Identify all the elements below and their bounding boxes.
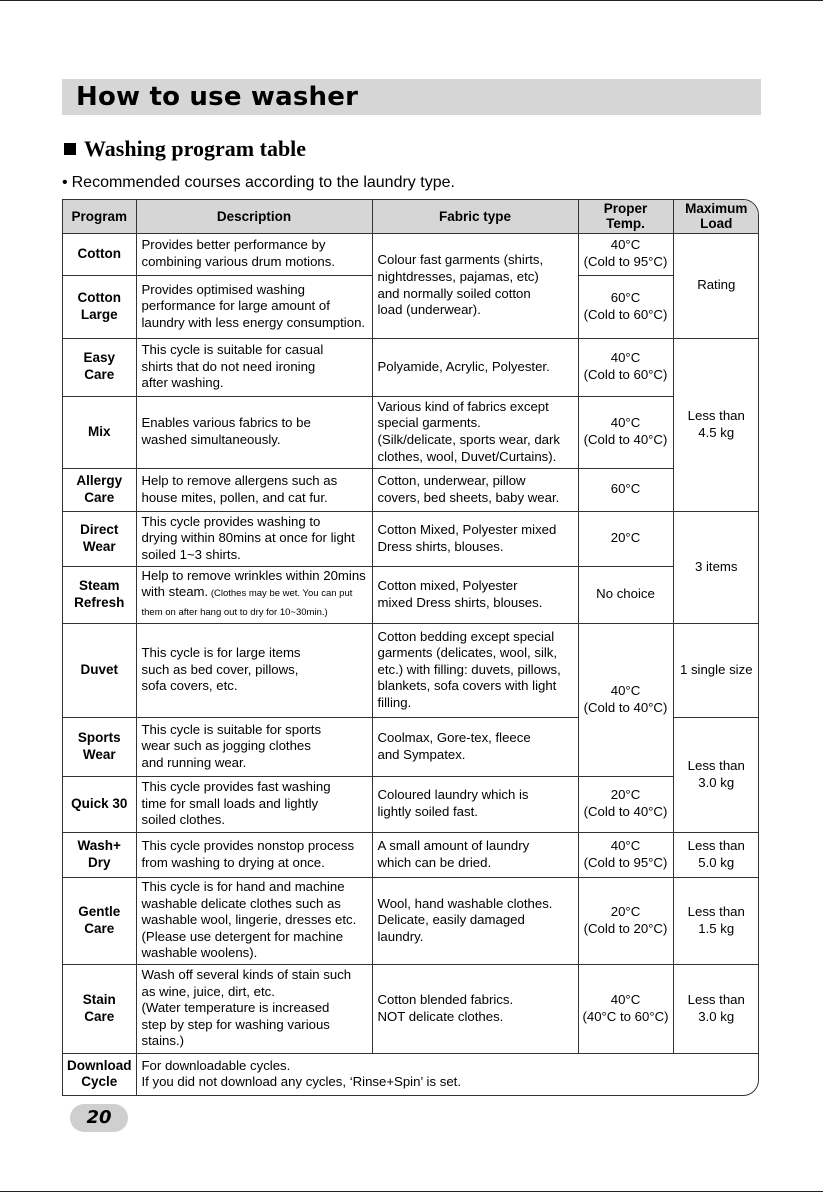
cell-line: clothes, wool, Duvet/Curtains). [377, 448, 557, 464]
cell-line: Various kind of fabrics except [377, 398, 549, 414]
cell-line: Cotton blended fabrics. [377, 991, 514, 1007]
cell-line: Delicate, easily damaged [377, 912, 525, 928]
table-row [63, 468, 759, 511]
fabric-cell [372, 776, 578, 832]
cell-line: nightdresses, pajamas, etc) [377, 268, 539, 284]
cell-line: Help to remove allergens such as [141, 472, 338, 488]
cell-line: Allergy [76, 472, 123, 488]
cell-line: covers, bed sheets, baby wear. [377, 489, 560, 505]
cell-line: 20°C [610, 787, 641, 803]
description-cell [136, 1053, 759, 1095]
cell-line: (Cold to 40°C) [583, 432, 668, 447]
description-cell [136, 468, 372, 511]
program-cell [63, 566, 136, 623]
cell-line: mixed Dress shirts, blouses. [377, 594, 543, 610]
program-table-container [62, 199, 759, 1096]
cell-line: 3 items [694, 558, 738, 574]
header-banner [62, 79, 761, 115]
cell-line: stains.) [141, 1033, 185, 1049]
cell-line: This cycle is for hand and machine [141, 879, 345, 895]
temp-cell [578, 877, 673, 964]
cell-line: blankets, sofa covers with light [377, 678, 557, 694]
cell-line: This cycle is for large items [141, 645, 301, 661]
cell-line: Less than [687, 991, 745, 1007]
cell-line: (Cold to 95°C) [583, 254, 668, 269]
cell-line: (Cold to 60°C) [583, 367, 668, 382]
cell-line: Refresh [74, 594, 125, 610]
cell-line: Mix [87, 423, 111, 439]
fabric-cell [372, 468, 578, 511]
program-cell [63, 623, 136, 717]
cell-line: after washing. [141, 375, 224, 391]
cell-line: Provides optimised washing [141, 281, 305, 297]
cell-line: Cotton Mixed, Polyester mixed [377, 521, 557, 537]
header-maximum-load: Maximum Load [673, 200, 759, 233]
cell-line: 40°C [610, 237, 641, 253]
program-cell [63, 275, 136, 338]
table-row [63, 776, 759, 832]
cell-line: This cycle is suitable for casual [141, 342, 324, 358]
cell-line: This cycle provides nonstop process [141, 837, 355, 853]
table-row [63, 832, 759, 877]
cell-line: 1 single size [679, 661, 753, 677]
cell-line: Less than [687, 837, 745, 853]
temp-cell [578, 832, 673, 877]
cell-line: Dry [87, 854, 111, 870]
cell-line: Care [84, 367, 115, 382]
cell-line: Less than [687, 757, 745, 773]
bullet-dot-icon: • [62, 174, 68, 191]
fabric-cell [372, 717, 578, 776]
cell-line: 40°C [610, 991, 641, 1007]
cell-line: etc.) with filling: duvets, pillows, [377, 661, 561, 677]
program-cell [63, 468, 136, 511]
cell-line: washed simultaneously. [141, 432, 281, 447]
header-program: Program [63, 200, 136, 233]
description-cell [136, 623, 372, 717]
fabric-cell [372, 964, 578, 1053]
cell-line: Cycle [81, 1074, 118, 1090]
cell-line: which can be dried. [377, 854, 492, 870]
cell-line: special garments. [377, 415, 481, 431]
cell-line: soiled 1~3 shirts. [141, 546, 241, 562]
program-cell [63, 396, 136, 468]
cell-line: 40°C [610, 350, 641, 366]
cell-line: Polyamide, Acrylic, Polyester. [377, 358, 550, 374]
cell-line: wear such as jogging clothes [141, 738, 311, 754]
cell-line: such as bed cover, pillows, [141, 661, 299, 677]
temp-cell [578, 468, 673, 511]
table-row [63, 623, 759, 717]
table-header-row [63, 200, 759, 233]
cell-line: 20°C [610, 903, 641, 919]
program-cell [63, 338, 136, 396]
temp-cell [578, 396, 673, 468]
temp-cell [578, 566, 673, 623]
program-cell [63, 776, 136, 832]
load-cell [673, 623, 759, 717]
cell-line: 5.0 kg [698, 854, 735, 870]
cell-line: washable woolens). [141, 945, 258, 961]
description-cell [136, 338, 372, 396]
temp-cell [578, 338, 673, 396]
cell-line: Sports [77, 729, 121, 745]
cell-line: For downloadable cycles. [141, 1057, 291, 1073]
cell-line: Direct [80, 521, 119, 537]
description-cell [136, 511, 372, 566]
program-cell [63, 877, 136, 964]
cell-line: Coloured laundry which is [377, 787, 529, 803]
cell-line: and running wear. [141, 754, 247, 770]
description-cell [136, 396, 372, 468]
load-cell [673, 338, 759, 511]
cell-line: sofa covers, etc. [141, 678, 238, 694]
cell-line: Less than [687, 903, 745, 919]
description-cell [136, 717, 372, 776]
cell-line: Cotton [77, 289, 121, 305]
temp-cell [578, 511, 673, 566]
cell-line: combining various drum motions. [141, 254, 335, 269]
header-description: Description [136, 200, 372, 233]
fabric-cell [372, 511, 578, 566]
cell-line: house mites, pollen, and cat fur. [141, 489, 328, 505]
cell-line: NOT delicate clothes. [377, 1008, 504, 1024]
cell-line: soiled clothes. [141, 812, 226, 828]
load-cell [673, 877, 759, 964]
cell-line: 3.0 kg [698, 774, 735, 790]
cell-line: Stain [82, 991, 116, 1007]
cell-line: filling. [377, 694, 412, 710]
cell-line: 40°C [610, 415, 641, 431]
section-title-text: Washing program table [84, 136, 307, 161]
load-cell [673, 511, 759, 623]
fabric-cell [372, 877, 578, 964]
cell-line: performance for large amount of [141, 298, 330, 314]
cell-line: (Silk/delicate, sports wear, dark [377, 432, 560, 447]
page-number: 20 [86, 1107, 112, 1128]
table-row [63, 877, 759, 964]
cell-line: (Cold to 20°C) [583, 920, 668, 936]
square-bullet-icon [64, 143, 76, 155]
cell-line: Wash+ [77, 837, 121, 853]
fabric-cell [372, 623, 578, 717]
fabric-cell [372, 338, 578, 396]
fabric-cell [372, 832, 578, 877]
washing-program-table [63, 200, 759, 1095]
description-cell [136, 275, 372, 338]
cell-line: Duvet [80, 661, 118, 677]
description-cell [136, 566, 372, 623]
cell-line: Less than [687, 407, 745, 423]
program-cell [63, 717, 136, 776]
cell-line: drying within 80mins at once for light [141, 530, 355, 546]
description-cell [136, 832, 372, 877]
subtitle [62, 173, 455, 193]
cell-line: Download [67, 1057, 132, 1073]
program-cell [63, 1053, 136, 1095]
cell-line: 40°C [610, 837, 641, 853]
cell-line: Wool, hand washable clothes. [377, 895, 553, 911]
subtitle-text: Recommended courses according to the laundry type. [71, 174, 455, 191]
temp-cell [578, 964, 673, 1053]
cell-line: (Cold to 60°C) [583, 306, 668, 322]
cell-line: This cycle is suitable for sports [141, 721, 322, 737]
cell-line: Easy [83, 350, 116, 366]
cell-line: laundry. [377, 928, 424, 944]
cell-line: (Cold to 40°C) [583, 699, 668, 715]
cell-line: A small amount of laundry [377, 837, 530, 853]
cell-line: 60°C [610, 289, 641, 305]
cell-line: No choice [596, 586, 655, 602]
cell-line: If you did not download any cycles, ‘Rinse+Spin’ is set. [141, 1074, 461, 1090]
table-row [63, 396, 759, 468]
cell-line: 60°C [610, 481, 641, 497]
cell-line: load (underwear). [377, 302, 481, 318]
temp-cell [578, 233, 673, 275]
table-row [63, 338, 759, 396]
description-cell [136, 233, 372, 275]
cell-line: Dress shirts, blouses. [377, 538, 504, 554]
cell-line: Care [84, 1008, 115, 1024]
cell-line: lightly soiled fast. [377, 804, 478, 819]
cell-line: and normally soiled cotton [377, 285, 531, 301]
description-cell [136, 964, 372, 1053]
cell-line: This cycle provides washing to [141, 513, 321, 529]
cell-line: shirts that do not need ironing [141, 358, 316, 374]
temp-cell [578, 275, 673, 338]
cell-line: Help to remove wrinkles within 20mins [141, 567, 366, 583]
fabric-cell [372, 233, 578, 338]
cell-line: Quick 30 [71, 795, 128, 811]
cell-line: time for small loads and lightly [141, 795, 319, 811]
cell-line: with steam. [141, 584, 209, 600]
cell-line: 4.5 kg [698, 424, 735, 440]
page-number-badge [70, 1104, 128, 1132]
cell-line: Care [84, 489, 115, 505]
cell-line: Coolmax, Gore-tex, fleece [377, 729, 531, 745]
table-row [63, 964, 759, 1053]
fabric-cell [372, 566, 578, 623]
cell-line: (Water temperature is increased [141, 1000, 330, 1016]
table-row [63, 1053, 759, 1095]
description-note: (Clothes may be wet. You can put them on after hang out to dry for 10~30min.) [141, 588, 353, 618]
cell-line: Care [84, 920, 115, 936]
cell-line: Wash off several kinds of stain such [141, 967, 352, 983]
cell-line: as wine, juice, dirt, etc. [141, 983, 275, 999]
cell-line: Cotton [77, 245, 121, 261]
cell-line: Provides better performance by [141, 237, 326, 253]
cell-line: Enables various fabrics to be [141, 415, 311, 431]
description-cell [136, 877, 372, 964]
cell-line: Gentle [78, 903, 121, 919]
program-cell [63, 832, 136, 877]
load-cell [673, 964, 759, 1053]
fabric-cell [372, 396, 578, 468]
cell-line: step by step for washing various [141, 1016, 330, 1032]
cell-line: 3.0 kg [698, 1008, 735, 1024]
cell-line: 40°C [610, 682, 641, 698]
description-cell [136, 776, 372, 832]
temp-cell [578, 776, 673, 832]
section-title [64, 134, 306, 164]
cell-line: Rating [697, 277, 736, 293]
cell-line: from washing to drying at once. [141, 854, 325, 870]
cell-line: garments (delicates, wool, silk, [377, 645, 558, 661]
table-row [63, 566, 759, 623]
cell-line: Cotton mixed, Polyester [377, 577, 518, 593]
cell-line: Cotton bedding except special [377, 628, 555, 644]
program-cell [63, 964, 136, 1053]
load-cell [673, 832, 759, 877]
table-row [63, 511, 759, 566]
cell-line: Steam [78, 577, 120, 593]
cell-line: 20°C [610, 530, 641, 546]
program-cell [63, 233, 136, 275]
cell-line: washable delicate clothes such as [141, 895, 341, 911]
cell-line: and Sympatex. [377, 746, 466, 762]
cell-line: laundry with less energy consumption. [141, 314, 366, 330]
cell-line: Cotton, underwear, pillow [377, 472, 526, 488]
cell-line: Colour fast garments (shirts, [377, 252, 544, 268]
cell-line: Wear [82, 746, 116, 762]
table-row [63, 233, 759, 275]
cell-line: This cycle provides fast washing [141, 779, 331, 795]
header-fabric-type: Fabric type [372, 200, 578, 233]
cell-line: (Please use detergent for machine [141, 928, 344, 944]
cell-line: Wear [82, 538, 116, 554]
cell-line: (Cold to 40°C) [583, 804, 668, 819]
cell-line: (Cold to 95°C) [583, 854, 668, 870]
load-cell [673, 717, 759, 832]
load-cell [673, 233, 759, 338]
cell-line: washable wool, lingerie, dresses etc. [141, 912, 357, 928]
cell-line: (40°C to 60°C) [582, 1008, 669, 1024]
temp-cell [578, 623, 673, 776]
page-title: How to use washer [76, 82, 359, 112]
top-border-line [0, 0, 823, 1]
program-cell [63, 511, 136, 566]
cell-line: 1.5 kg [698, 920, 735, 936]
cell-line: Large [80, 306, 118, 322]
header-proper-temp: Proper Temp. [578, 200, 673, 233]
